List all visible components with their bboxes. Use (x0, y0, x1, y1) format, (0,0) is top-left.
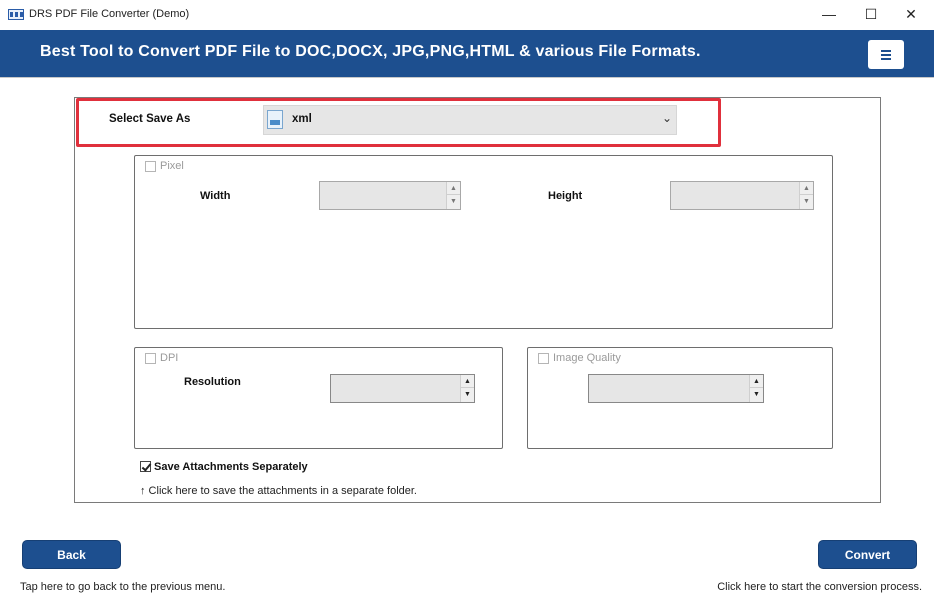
hamburger-menu-button[interactable] (868, 40, 904, 69)
image-quality-decrement-button[interactable]: ▼ (753, 391, 760, 398)
image-quality-checkbox[interactable] (538, 353, 549, 364)
width-label: Width (200, 190, 231, 202)
window-title: DRS PDF File Converter (Demo) (29, 8, 190, 20)
height-label: Height (548, 190, 583, 202)
resolution-increment-button[interactable]: ▲ (461, 375, 474, 388)
resolution-decrement-button[interactable]: ▼ (464, 391, 471, 398)
chevron-down-icon[interactable]: ⌄ (662, 111, 673, 125)
save-attachments-hint: ↑ Click here to save the attachments in a separate folder. (140, 485, 417, 497)
height-increment-button[interactable]: ▲ (800, 182, 813, 195)
back-button[interactable]: Back (22, 540, 121, 569)
convert-button[interactable]: Convert (818, 540, 917, 569)
xml-file-icon (267, 110, 283, 129)
banner-title: Best Tool to Convert PDF File to DOC,DOCX, JPG,PNG,HTML & various File Formats. (40, 43, 701, 60)
header-banner (0, 30, 934, 77)
hamburger-menu-icon-bar (881, 54, 891, 56)
save-as-selected-value: xml (292, 113, 312, 125)
save-as-label: Select Save As (109, 113, 191, 125)
resolution-stepper[interactable] (330, 374, 475, 403)
maximize-button[interactable]: ☐ (864, 6, 878, 22)
image-quality-increment-button[interactable]: ▲ (750, 375, 763, 388)
app-logo-icon (8, 9, 24, 20)
dpi-checkbox-label: DPI (160, 352, 179, 364)
dpi-checkbox[interactable] (145, 353, 156, 364)
window-titlebar (0, 0, 934, 30)
close-button[interactable]: ✕ (905, 6, 917, 22)
save-attachments-label: Save Attachments Separately (154, 461, 308, 473)
header-divider (0, 77, 934, 78)
width-decrement-button[interactable]: ▼ (450, 198, 457, 205)
resolution-label: Resolution (184, 376, 241, 388)
save-attachments-checkbox[interactable] (140, 461, 151, 472)
hamburger-menu-icon-bar (881, 58, 891, 60)
image-quality-checkbox-label: Image Quality (553, 352, 621, 364)
hamburger-menu-icon (881, 50, 891, 52)
back-hint: Tap here to go back to the previous menu. (20, 581, 226, 593)
pixel-checkbox-label: Pixel (160, 160, 184, 172)
image-quality-stepper[interactable] (588, 374, 764, 403)
width-increment-button[interactable]: ▲ (447, 182, 460, 195)
convert-hint: Click here to start the conversion process. (717, 581, 922, 593)
minimize-button[interactable]: — (822, 6, 836, 22)
pixel-checkbox[interactable] (145, 161, 156, 172)
height-stepper[interactable] (670, 181, 814, 210)
height-decrement-button[interactable]: ▼ (803, 198, 810, 205)
save-as-select[interactable] (263, 105, 677, 135)
width-stepper[interactable] (319, 181, 461, 210)
